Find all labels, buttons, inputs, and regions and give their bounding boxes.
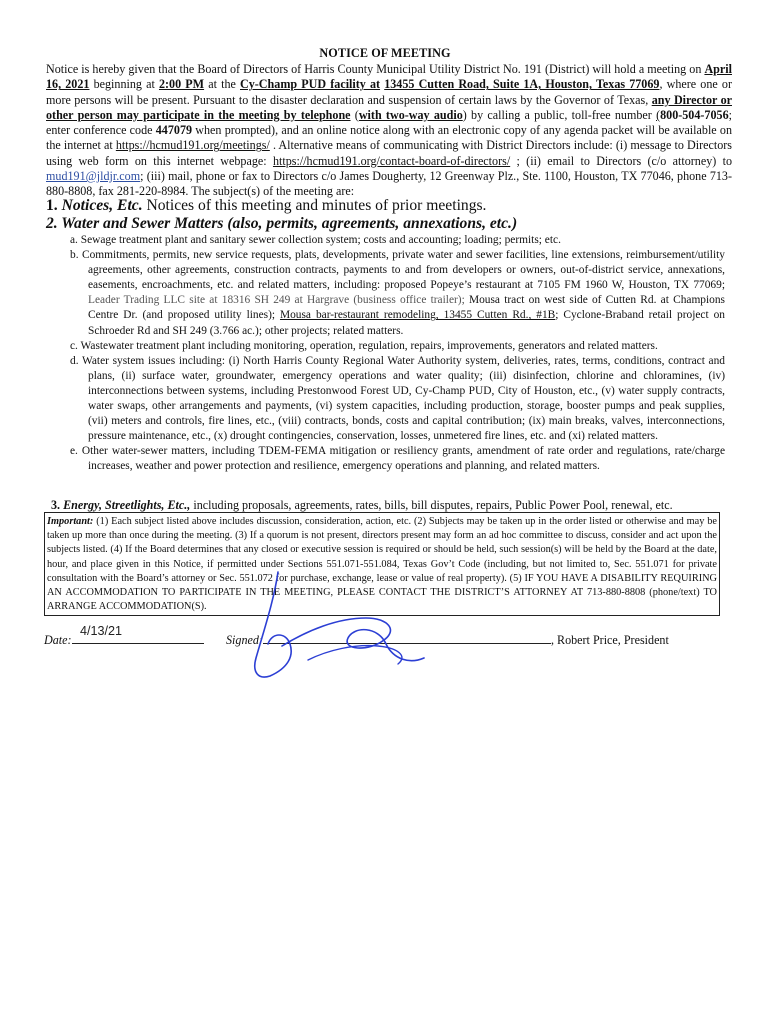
section-title: Notices, Etc.	[61, 197, 143, 214]
item-text: ; Cyclone-Braband retail project on Schroeder Rd and SH 249 (3.766 ac.); other projects; related matters.	[88, 309, 725, 337]
item-text: Mousa tract on west side of Cutten Rd. at Champions Centre Dr. (and proposed utility lines);	[88, 294, 725, 322]
item-text: Leader Trading LLC site at 18316 SH 249 at Hargrave (business office trailer);	[88, 294, 465, 307]
intro-text: when prompted), and an online notice along with an electronic copy of any agenda packet will be available on the internet at	[46, 123, 733, 153]
date-label: Date:	[44, 633, 72, 647]
email-link[interactable]: mud191@jldjr.com	[46, 169, 141, 184]
intro-text: (	[350, 107, 359, 122]
toll-free-number: 800-504-7056	[660, 107, 729, 122]
list-item: e. Other water-sewer matters, including TDEM-FEMA mitigation or resiliency grants, amendment of rate order and regulations, rate/charge increases, weather and power protection and resilience, emergency operations and planning, and related matters.	[70, 445, 725, 473]
important-notice-box	[44, 512, 720, 616]
signer-name: , Robert Price, President	[550, 633, 669, 647]
section-number: 3.	[51, 498, 61, 512]
intro-text: . Alternative means of communicating with District Directors include: (i) message to Directors using web form on this internet webpage:	[46, 138, 733, 168]
important-label: Important:	[47, 516, 94, 527]
intro-text: beginning at	[89, 77, 159, 92]
item-text: b. Commitments, permits, new service requests, plats, developments, private water and sewer facilities, line extensions, reimbursement/utility agreements, other agreements, construction contracts, payments to and from developers or owners, out-of-district service, annexations, easements, encroachments, etc. and related matters, including: proposed Popeye’s restaurant at 7105 FM 1960 W, Houston, TX 77069;	[70, 249, 725, 292]
section-2-heading: 2. Water and Sewer Matters (also, permits, agreements, annexations, etc.)	[46, 215, 518, 232]
important-text: (1) Each subject listed above includes discussion, consideration, action, etc. (2) Subjects may be taken up in the order listed or otherwise and may be taken up more than once during the meeting. (3) If a quorum is not present, directors present may form an ad hoc committee to discuss, consider and act upon the subjects listed. (4) If the Board determines that any closed or executive session is required or should be held, such session(s) will be held by the Board at the date, hour, and place given in this Notice, if permitted under Sections 551.071-551.084, Texas Gov’t Code (including, but not limited to, Sec. 551.071 for private consultation with the Board’s attorney or Sec. 551.072 for purchase, exchange, lease or value of real property). (5) IF YOU HAVE A DISABILITY REQUIRING AN ACCOMMODATION TO PARTICIPATE IN THE MEETING, PLEASE CONTACT THE DISTRICT’S ATTORNEY AT 713-880-8808 (phone/text) TO ARRANGE ACCOMMODATION(S).	[47, 516, 717, 613]
section-text: Notices of this meeting and minutes of prior meetings.	[142, 197, 487, 214]
intro-text: Notice is hereby given that the Board of Directors of Harris County Municipal Utility District No. 191 (District) will hold a meeting on	[46, 62, 705, 76]
section-1-heading	[46, 196, 486, 215]
telephone-participation: any Director or other person may participate in the meeting by telephone	[46, 92, 732, 122]
intro-text: (	[656, 107, 661, 122]
meeting-facility: Cy-Champ PUD facility at	[240, 77, 381, 92]
intro-text: at the	[204, 77, 240, 92]
section-number: 1.	[46, 197, 58, 214]
list-item	[70, 248, 725, 339]
conference-code: 447079	[155, 123, 193, 138]
intro-text: ; (iii) mail, phone or fax to Directors c/o James Dougherty, 12 Greenway Plz., Ste. 1100, Houston, TX 77046, phone 713-880-8808, fax 281-220-8984. The subject(s) of the meeting are:	[46, 169, 732, 199]
meeting-date: April 16, 2021	[46, 62, 732, 92]
intro-text: ) by calling a public, toll-free number	[462, 107, 657, 122]
section-3-heading	[51, 498, 731, 513]
intro-text: ; enter conference code	[46, 107, 732, 138]
intro-text: , where one or more persons will be present. Pursuant to the disaster declaration and suspension of certain laws by the Governor of Texas,	[46, 77, 732, 107]
meeting-address: 13455 Cutten Road, Suite 1A, Houston, Texas 77069	[384, 77, 660, 92]
document-title: NOTICE OF MEETING	[319, 46, 451, 60]
meetings-link[interactable]: https://hcmud191.org/meetings/	[115, 138, 270, 153]
list-item: d. Water system issues including: (i) North Harris County Regional Water Authority system, deliveries, rates, terms, conditions, contract and plans, (ii) surface water, groundwater, emergency operations and water quality; (iii) disinfection, chlorine and chloramines, (iv) interconnections between systems, including Prestonwood Forest UD, Cy-Champ PUD, City of Houston, etc., (v) water supply contracts, water swaps, other arrangements and payments, (vi) system capacities, including production, storage, booster pumps and peak supplies, (vii) meters and controls, fire lines, etc., (viii) contracts, bonds, costs and capital contribution; (ix) main breaks, valves, interconnections, pressure maintenance, etc., (x) drought contingencies, conservation, losses, unmetered fire lines, etc. and (xi) related matters.	[70, 354, 725, 443]
section-title: Energy, Streetlights, Etc.,	[63, 498, 191, 512]
list-item: c. Wastewater treatment plant including monitoring, operation, regulation, repairs, improvements, generators and related matters.	[70, 339, 658, 352]
meeting-time: 2:00 PM	[158, 77, 205, 92]
signed-label: Signed:	[226, 633, 263, 647]
intro-text: ; (ii) email to Directors (c/o attorney) to	[510, 153, 733, 168]
item-text: Mousa bar-restaurant remodeling, 13455 Cutten Rd., #1B	[279, 309, 556, 322]
list-item: a. Sewage treatment plant and sanitary sewer collection system; costs and accounting; loading; permits; etc.	[70, 234, 561, 246]
date-value: 4/13/21	[80, 624, 123, 638]
section-2-items	[70, 233, 725, 475]
contact-board-link[interactable]: https://hcmud191.org/contact-board-of-directors/	[272, 153, 511, 168]
section-text: including proposals, agreements, rates, bills, bill disputes, repairs, Public Power Pool, renewal, etc.	[190, 498, 673, 512]
two-way-audio: with two-way audio	[358, 107, 463, 122]
signature-line	[263, 632, 551, 644]
intro-paragraph	[46, 62, 732, 200]
signature-field	[226, 632, 669, 648]
date-field	[44, 632, 204, 648]
